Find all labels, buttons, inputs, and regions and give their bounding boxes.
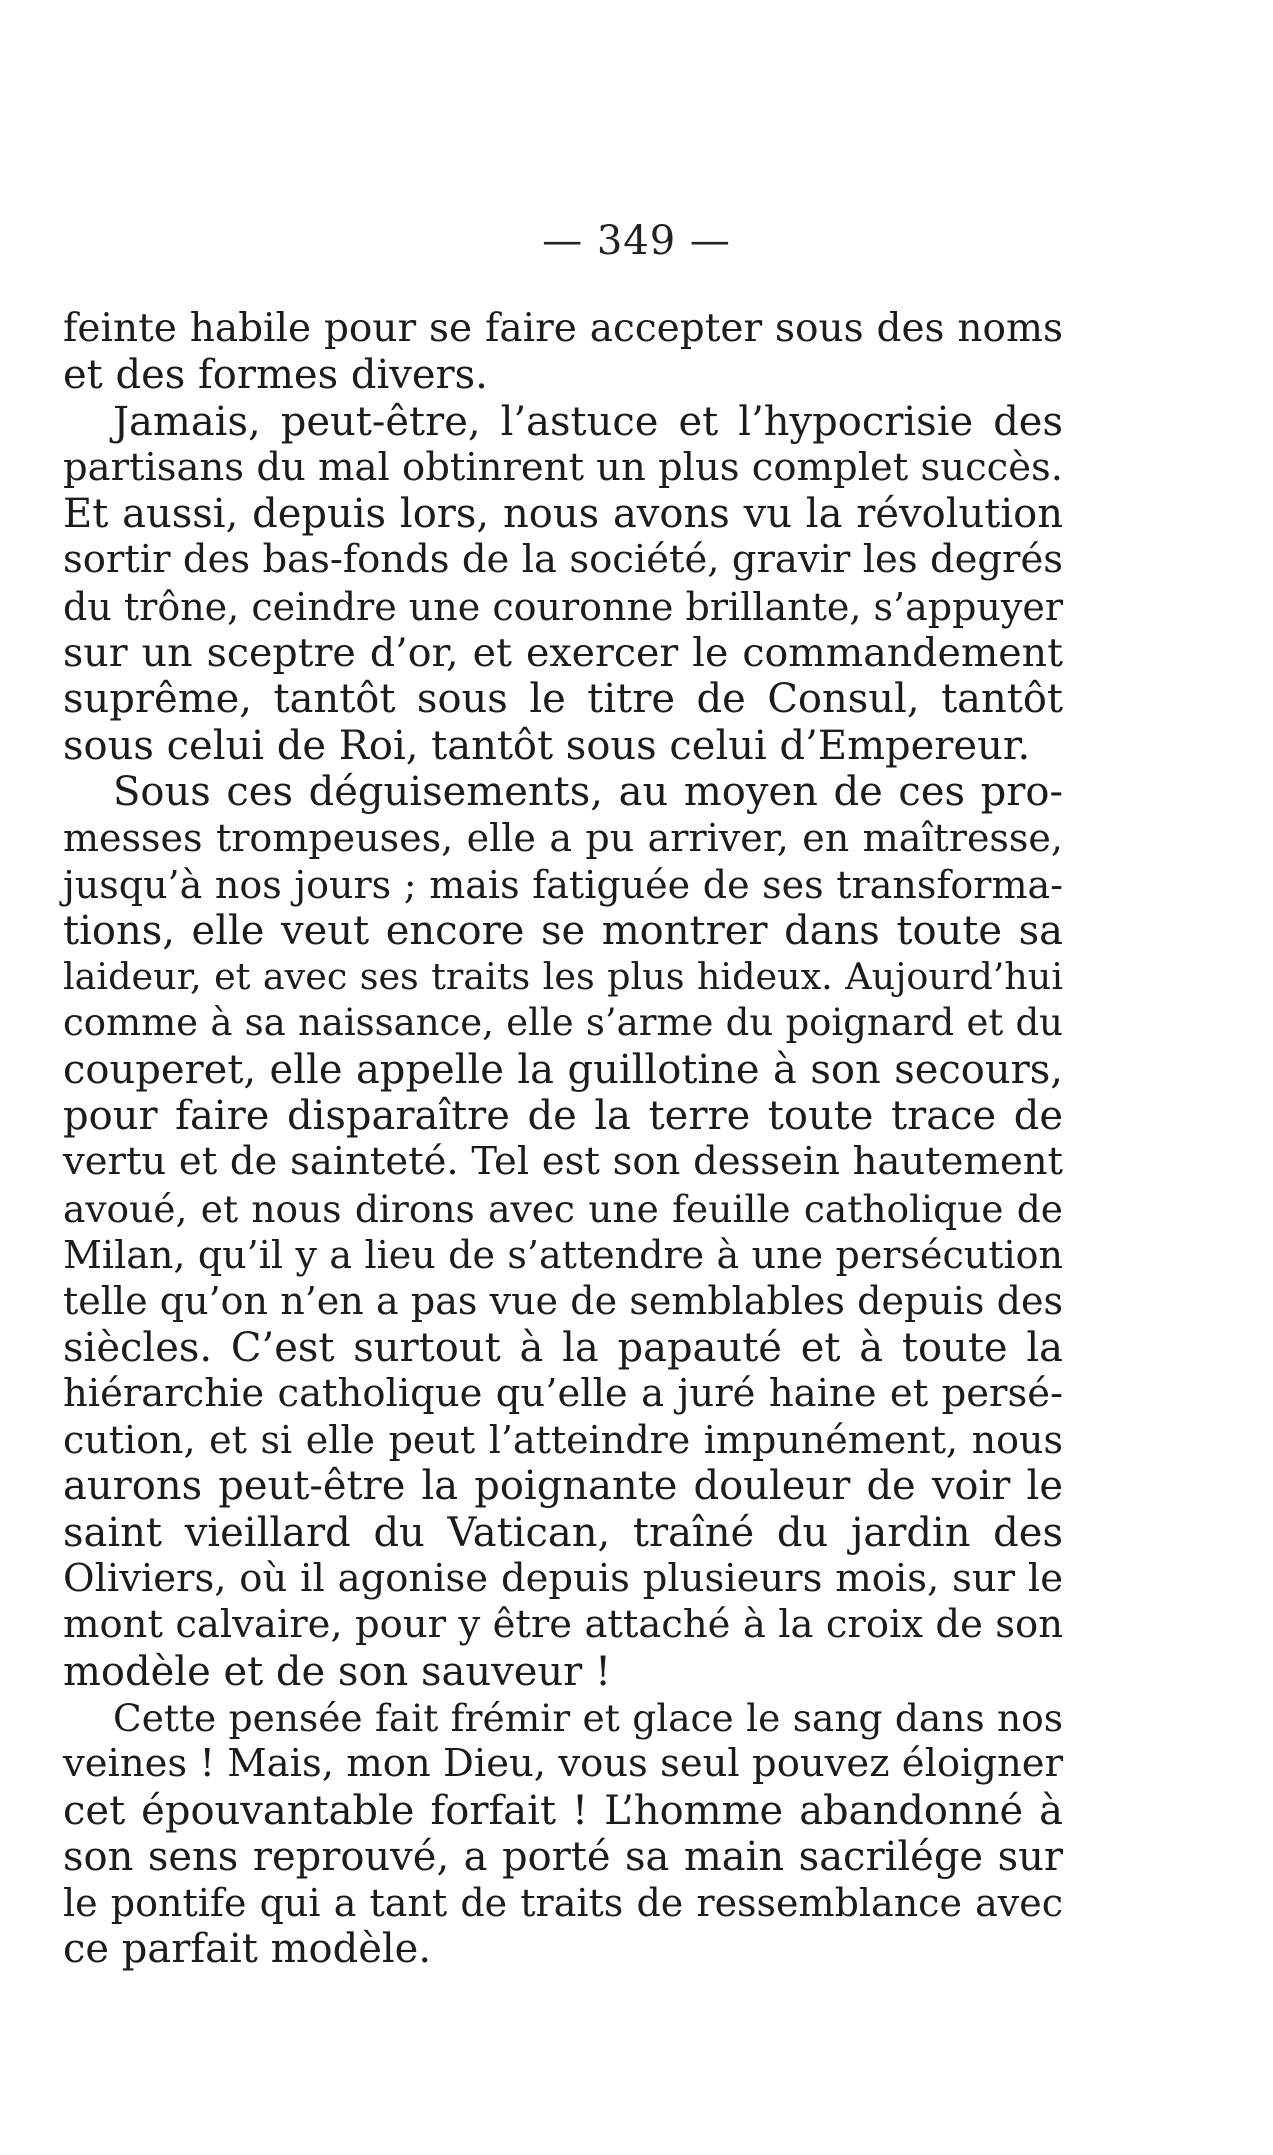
text-line: Et aussi, depuis lors, nous avons vu la révolution xyxy=(63,491,1063,538)
text-line: couperet, elle appelle la guillotine à son secours, xyxy=(63,1046,1063,1093)
text-line: comme à sa naissance, elle s’arme du poignard et du xyxy=(63,1001,1063,1045)
text-line: avoué, et nous dirons avec une feuille catholique de xyxy=(63,1186,1063,1231)
body-text xyxy=(63,306,1063,1973)
text-line: ce parfait modèle. xyxy=(63,1926,432,1973)
text-line: sur un sceptre d’or, et exercer le commandement xyxy=(63,630,1063,677)
text-line: jusqu’à nos jours ; mais fatiguée de ses transforma- xyxy=(63,862,1063,907)
text-line: mont calvaire, pour y être attaché à la croix de son xyxy=(63,1602,1063,1648)
text-line: hiérarchie catholique qu’elle a juré haine et persé- xyxy=(63,1370,1063,1416)
text-line: laideur, et avec ses traits les plus hideux. Aujourd’hui xyxy=(63,955,1063,999)
text-line: aurons peut-être la poignante douleur de voir le xyxy=(63,1463,1063,1510)
text-line: le pontife qui a tant de traits de ressemblance avec xyxy=(63,1881,1063,1926)
text-line: son sens reprouvé, a porté sa main sacrilége sur xyxy=(63,1833,1063,1880)
text-line: siècles. C’est surtout à la papauté et à toute la xyxy=(63,1324,1063,1371)
text-line: Oliviers, où il agonise depuis plusieurs mois, sur le xyxy=(63,1556,1063,1602)
text-line: Cette pensée fait frémir et glace le sang dans nos xyxy=(113,1695,1063,1740)
text-line: sortir des bas-fonds de la société, gravir les degrés xyxy=(63,537,1063,583)
text-line: du trône, ceindre une couronne brillante, s’appuyer xyxy=(63,584,1063,629)
text-line: vertu et de sainteté. Tel est son dessein hautement xyxy=(63,1139,1063,1185)
text-line: veines ! Mais, mon Dieu, vous seul pouvez éloigner xyxy=(63,1741,1063,1787)
text-line: partisans du mal obtinrent un plus complet succès. xyxy=(63,444,1063,490)
text-line: suprême, tantôt sous le titre de Consul, tantôt xyxy=(63,676,1063,723)
text-line: pour faire disparaître de la terre toute trace de xyxy=(63,1093,1063,1140)
text-line: et des formes divers. xyxy=(63,352,488,399)
text-line: feinte habile pour se faire accepter sous des noms xyxy=(63,306,1063,351)
text-line: modèle et de son sauveur ! xyxy=(63,1648,612,1695)
text-line: tions, elle veut encore se montrer dans toute sa xyxy=(63,907,1063,954)
text-line: telle qu’on n’en a pas vue de semblables depuis des xyxy=(63,1279,1063,1324)
text-line: cet épouvantable forfait ! L’homme abandonné à xyxy=(63,1787,1063,1834)
text-line: sous celui de Roi, tantôt sous celui d’Empereur. xyxy=(63,722,1031,769)
text-line: cution, et si elle peut l’atteindre impunément, nous xyxy=(63,1418,1063,1463)
page-number: — 349 — xyxy=(542,218,731,264)
text-line: Jamais, peut-être, l’astuce et l’hypocrisie des xyxy=(113,398,1063,445)
text-line: messes trompeuses, elle a pu arriver, en maîtresse, xyxy=(63,816,1063,861)
text-line: Sous ces déguisements, au moyen de ces pro- xyxy=(113,768,1063,815)
text-line: Milan, qu’il y a lieu de s’attendre à une persécution xyxy=(63,1232,1063,1277)
text-line: saint vieillard du Vatican, traîné du jardin des xyxy=(63,1509,1063,1556)
